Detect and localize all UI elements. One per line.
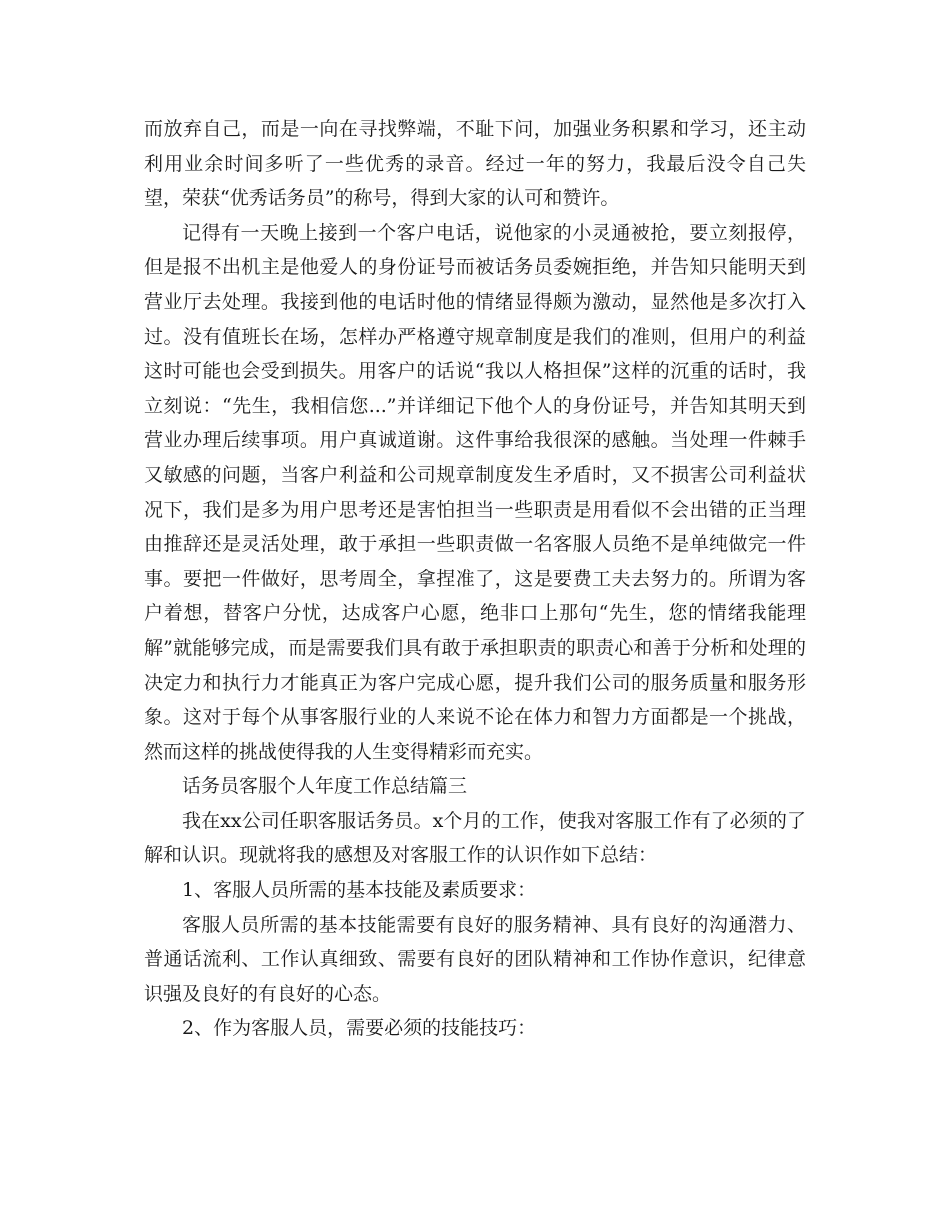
paragraph-continuation: 而放弃自己，而是一向在寻找弊端，不耻下问，加强业务积累和学习，还主动利用业余时间多听了一些优秀的录音。经过一年的努力，我最后没令自己失望，荣获“优秀话务员”的称号，得到大家的认可和赞许。 xyxy=(144,118,806,210)
section-heading: 话务员客服个人年度工作总结篇三 xyxy=(182,775,468,798)
paragraph-customer-story: 记得有一天晚上接到一个客户电话，说他家的小灵通被抢，要立刻报停，但是报不出机主是他爱人的身份证号而被话务员委婉拒绝，并告知只能明天到营业厅去处理。我接到他的电话时他的情绪显得颇为激动，显然他是多次打入过。没有值班长在场，怎样办严格遵守规章制度是我们的准则，但用户的利益这时可能也会受到损失。用客户的话说“我以人格担保”这样的沉重的话时，我立刻说：“先生，我相信您...”并详细记下他个人的身份证号，并告知其明天到营业办理后续事项。用户真诚道谢。这件事给我很深的感触。当处理一件棘手又敏感的问题，当客户利益和公司规章制度发生矛盾时，又不损害公司利益状况下，我们是多为用户思考还是害怕担当一些职责是用看似不会出错的正当理由推辞还是灵活处理，敢于承担一些职责做一名客服人员绝不是单纯做完一件事。要把一件做好，思考周全，拿捏准了，这是要费工夫去努力的。所谓为客户着想，替客户分忧，达成客户心愿，绝非口上那句“先生，您的情绪我能理解”就能够完成，而是需要我们具有敢于承担职责的职责心和善于分析和处理的决定力和执行力才能真正为客户完成心愿，提升我们公司的服务质量和服务形象。这对于每个从事客服行业的人来说不论在体力和智力方面都是一个挑战，然而这样的挑战使得我的人生变得精彩而充实。 xyxy=(144,221,806,763)
list-item-2: 2、作为客服人员，需要必须的技能技巧： xyxy=(182,1017,537,1040)
paragraph-skills: 客服人员所需的基本技能需要有良好的服务精神、具有良好的沟通潜力、普通话流利、工作认真细致、需要有良好的团队精神和工作协作意识，纪律意识强及良好的有良好的心态。 xyxy=(144,913,806,1005)
document-body xyxy=(144,112,806,1046)
paragraph-intro: 我在xx公司任职客服话务员。x个月的工作，使我对客服工作有了必须的了解和认识。现就将我的感想及对客服工作的认识作如下总结： xyxy=(144,809,806,867)
list-item-1: 1、客服人员所需的基本技能及素质要求： xyxy=(182,879,537,902)
